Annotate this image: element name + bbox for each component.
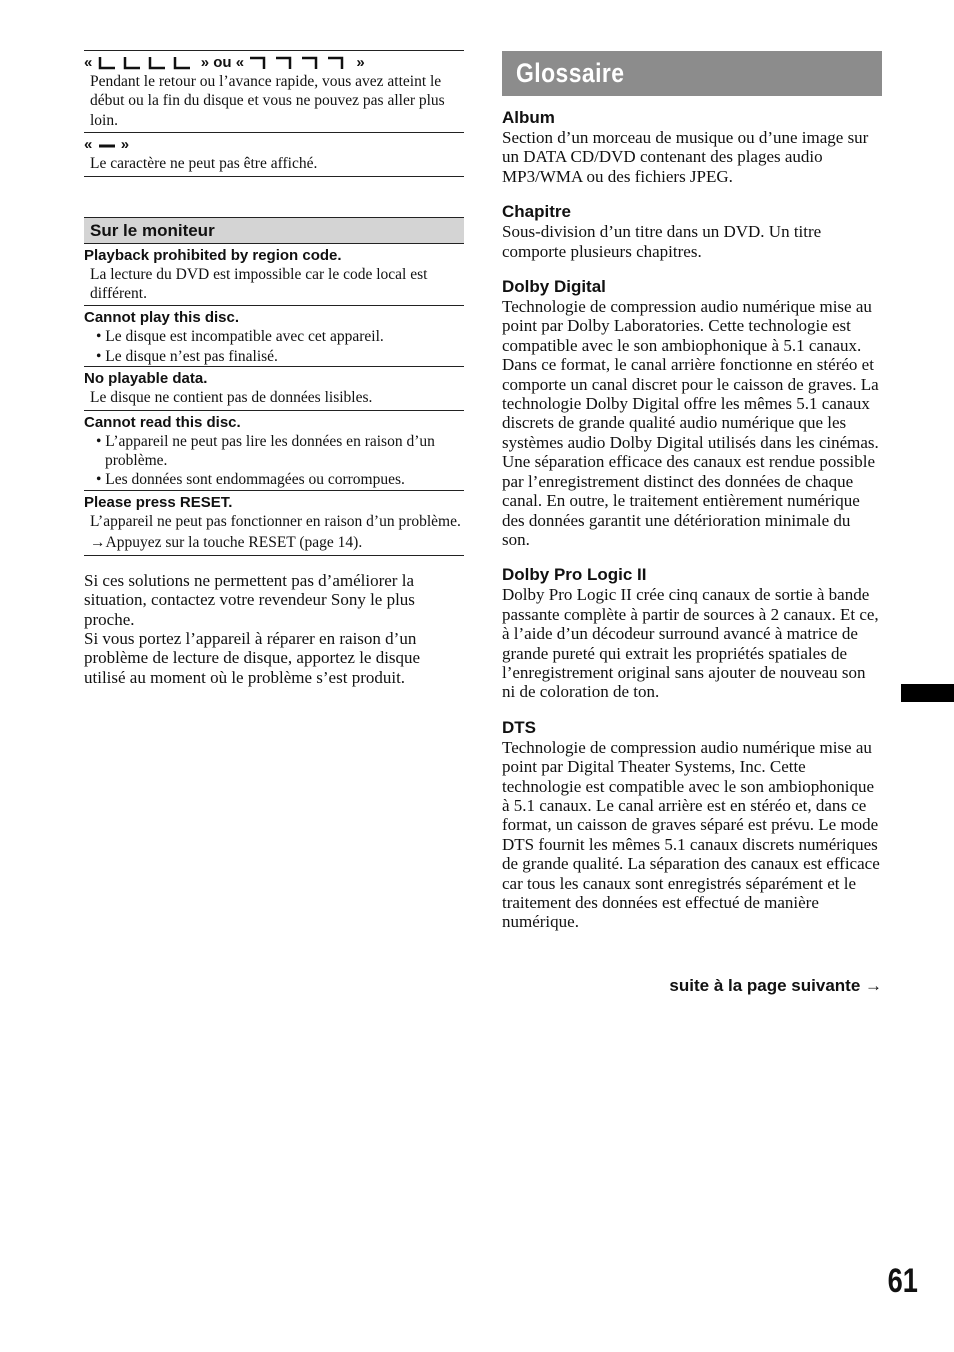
quote-open: « — [84, 54, 93, 71]
glossary-term: Dolby Pro Logic II — [502, 565, 647, 585]
arrow-right-icon: → — [90, 534, 106, 552]
glossary-definition: Section d’un morceau de musique ou d’une image sur un DATA CD/DVD contenant des plages audio MP3/WMA ou des fichiers JPEG. — [502, 128, 869, 186]
glossary-term: DTS — [502, 717, 536, 737]
continue-next-page: suite à la page suivante → — [669, 976, 882, 995]
quote-close: » — [356, 54, 365, 71]
message-cannot-play — [84, 305, 464, 366]
monitor-messages — [84, 244, 464, 556]
message-code: Cannot play this disc. — [84, 309, 240, 327]
message-code — [84, 51, 464, 72]
glossary-definition: Sous-division d’un titre dans un DVD. Un titre comporte plusieurs chapitres. — [502, 222, 822, 261]
quote-open: « — [84, 136, 93, 154]
closing-paragraph: Si ces solutions ne permettent pas d’améliorer la situation, contactez votre revendeur Sony le plus proche. — [84, 570, 415, 629]
end-of-disc-symbol-icon — [248, 56, 352, 70]
glossary-term: Album — [502, 108, 555, 127]
message-bullet: • L’appareil ne peut pas lire les données en raison d’un problème. — [96, 432, 435, 470]
glossary-definition: Dolby Pro Logic II crée cinq canaux de sortie à bande passante complète à partir de sources à 2 canaux. Et ce, à l’aide d’un décodeur surround avancé à matrice de grande pureté qui extrait les propriétés spatiales de l’enregistrement original sans ajouter de nouveau son ni de coloration de ton. — [502, 585, 879, 702]
message-description: L’appareil ne peut pas fonctionner en raison d’un problème. — [90, 512, 461, 530]
message-cannot-read — [84, 410, 464, 490]
message-description: Pendant le retour ou l’avance rapide, vous avez atteint le début ou la fin du disque et vous ne pouvez pas aller plus loin. — [90, 73, 445, 129]
message-code: Cannot read this disc. — [84, 413, 241, 431]
message-description: La lecture du DVD est impossible car le code local est différent. — [90, 265, 428, 303]
right-column — [502, 51, 882, 932]
glossary-definition: Technologie de compression audio numérique mise au point par Dolby Laboratories. Cette technologie est compatible avec le son ambiophonique à 5.1 canaux. Dans ce format, le canal arrière fonctionne en stéréo et comporte un canal discret pour le caisson de graves. La technologie Dolby Digital offre les mêmes 5.1 canaux discrets de grande qualité audio numérique que les systèmes audio Dolby Digital utilisés dans les cinémas. Une séparation efficace des canaux est rendue possible par l’enregistrement distinct des données de chaque canal. En outre, le traitement entièrement numérique des données garantit une détérioration minimale du son. — [502, 297, 879, 549]
message-region — [84, 244, 464, 306]
start-of-disc-symbol-icon — [97, 56, 197, 70]
message-bullet: • Le disque n’est pas finalisé. — [96, 347, 278, 365]
action-text: Appuyez sur la touche RESET (page 14). — [105, 534, 363, 552]
message-code: No playable data. — [84, 370, 208, 388]
glossary-title — [502, 51, 882, 96]
message-code — [84, 133, 464, 154]
message-bullet: • Le disque est incompatible avec cet appareil. — [96, 328, 384, 346]
glossary-title-text: Glossaire — [516, 58, 625, 88]
message-action — [84, 533, 464, 554]
message-description: Le disque ne contient pas de données lisibles. — [90, 389, 373, 407]
closing-paragraph: Si vous portez l’appareil à réparer en raison d’un problème de lecture de disque, apportez le disque utilisé au moment où le problème s’est produit. — [84, 628, 421, 687]
message-code: Please press RESET. — [84, 493, 233, 511]
glossary-term: Dolby Digital — [502, 277, 606, 297]
undisplayable-char-symbol-icon — [97, 139, 117, 151]
left-column — [84, 50, 464, 687]
quote-close: » — [120, 136, 130, 154]
message-bullet: • Les données sont endommagées ou corrompues. — [96, 471, 405, 489]
section-tab-marker — [901, 684, 954, 702]
section-title: Sur le moniteur — [84, 217, 464, 244]
message-description: Le caractère ne peut pas être affiché. — [90, 155, 318, 173]
message-no-data — [84, 366, 464, 409]
message-start-end — [84, 50, 464, 132]
closing-text — [84, 571, 464, 687]
quote-mid: » ou « — [200, 54, 245, 71]
glossary-term: Chapitre — [502, 202, 571, 222]
transport-messages — [84, 50, 464, 177]
message-undisplayable — [84, 132, 464, 176]
message-code: Playback prohibited by region code. — [84, 246, 342, 264]
glossary-definition: Technologie de compression audio numérique mise au point par Digital Theater Systems, Inc. Cette technologie est compatible avec le son ambiophonique à 5.1 canaux. Le canal arrière est en stéréo et, dans ce format, un caisson de graves séparé est prévu. Le mode DTS fournit les mêmes 5.1 canaux discrets numériques de grande qualité. La séparation des canaux est efficace car tous les canaux sont enregistrés séparément et le traitement des données est effectué de manière numérique. — [502, 737, 880, 932]
message-reset — [84, 490, 464, 556]
page-number: 61 — [887, 1262, 918, 1300]
